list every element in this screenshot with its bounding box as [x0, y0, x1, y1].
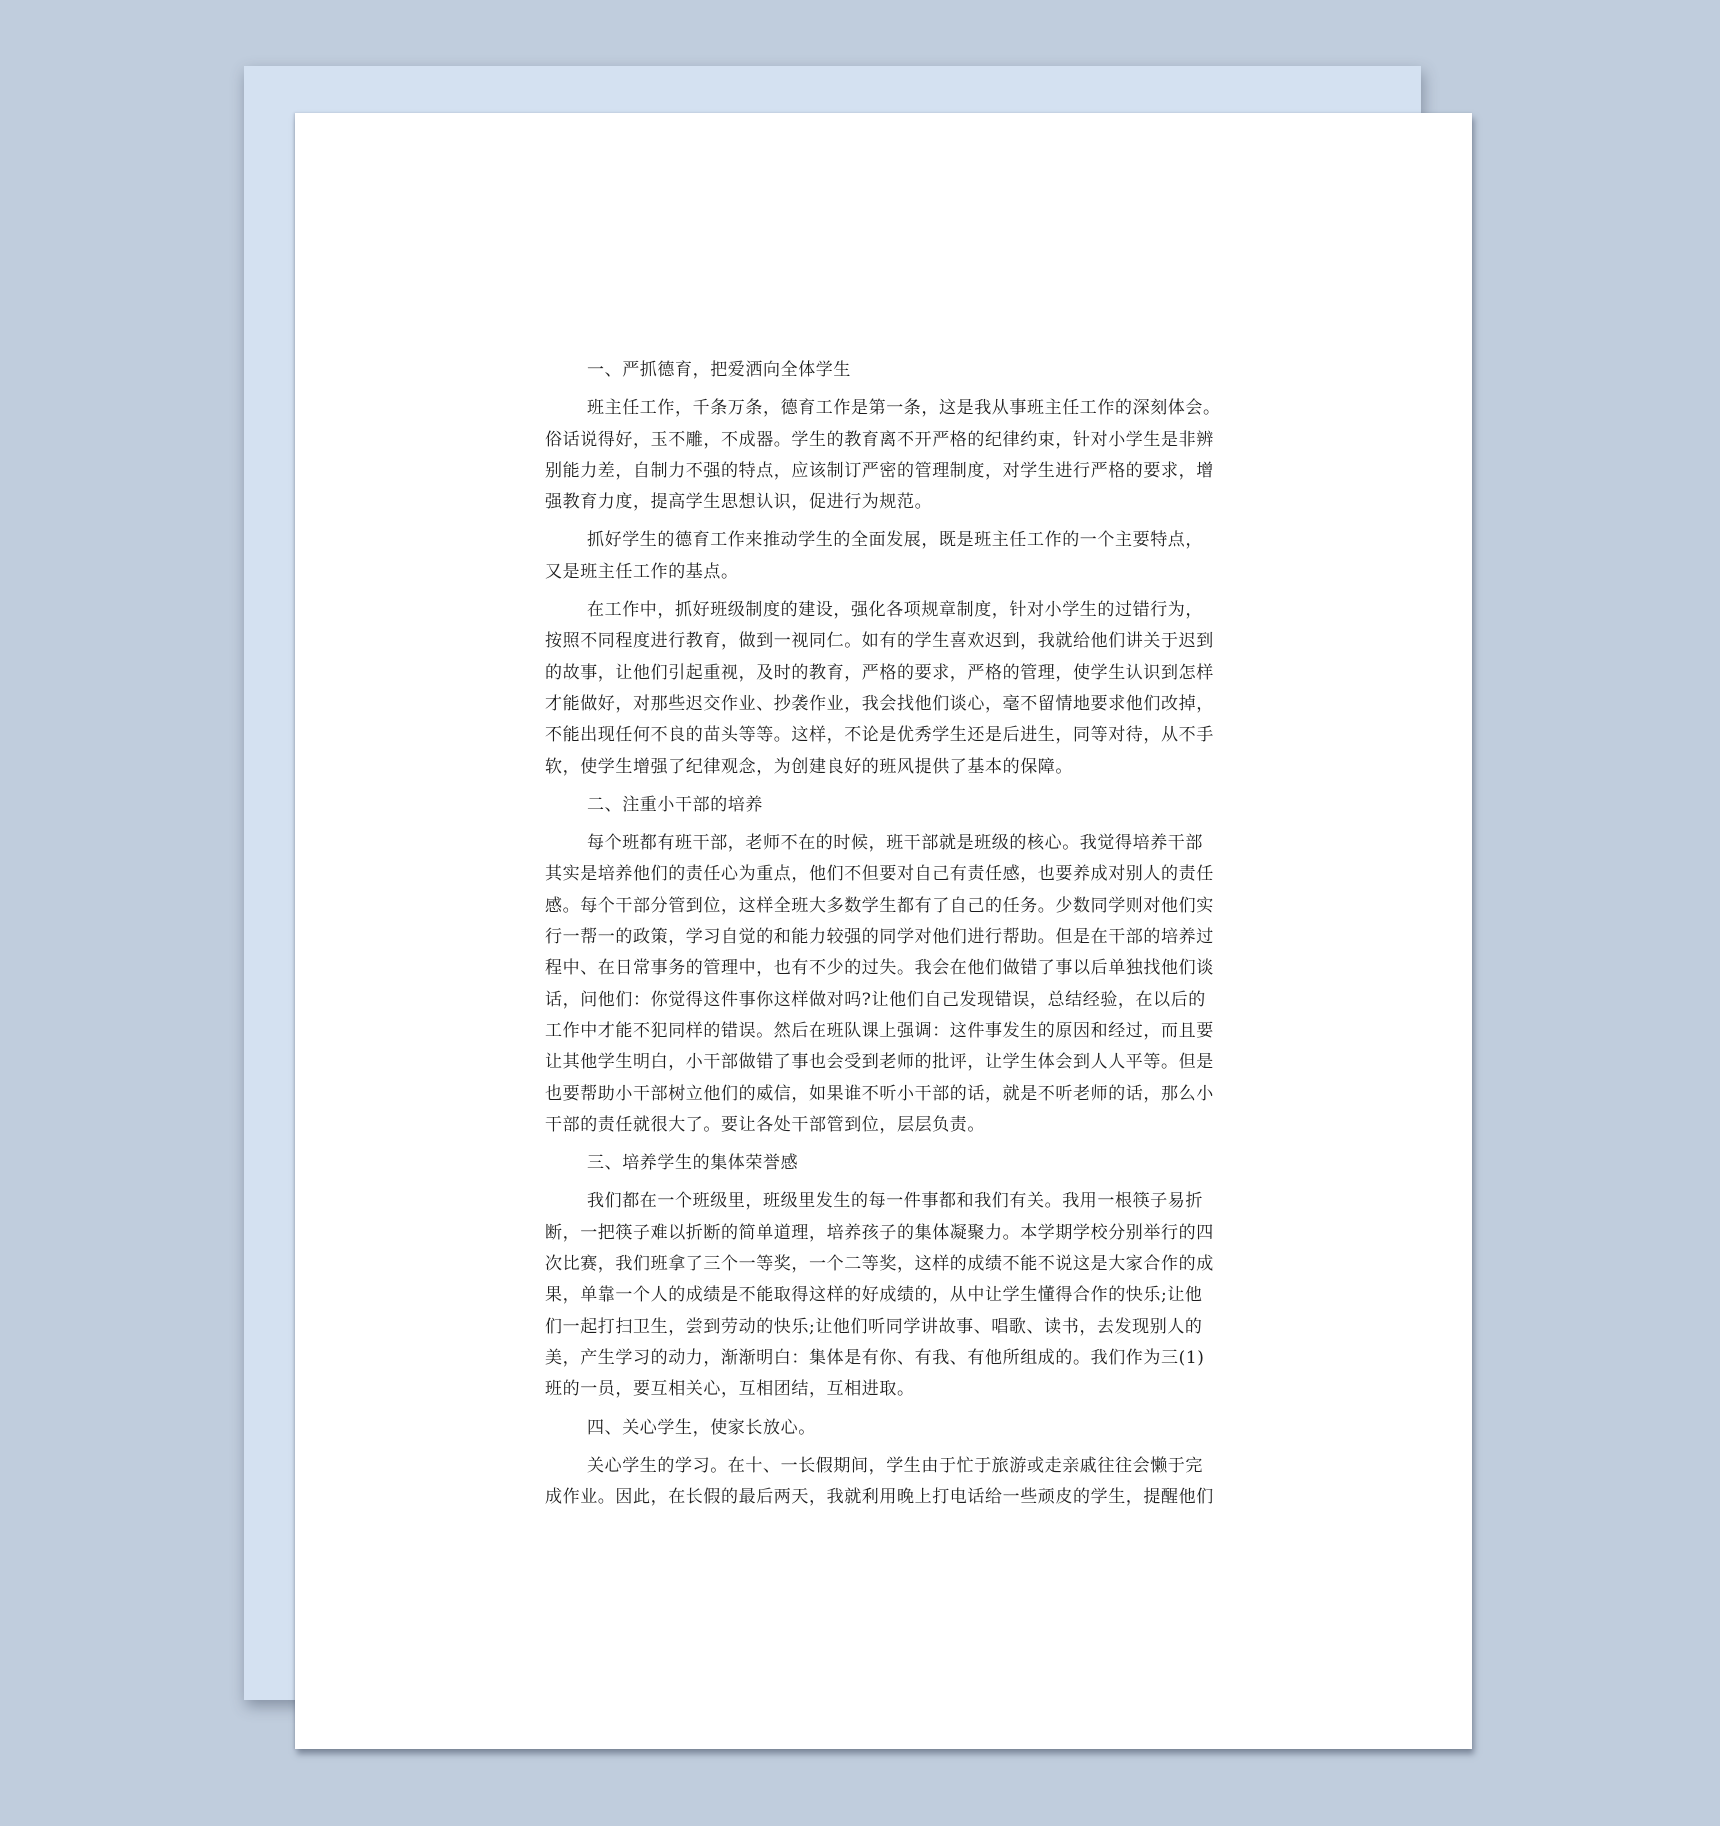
paragraph-line: 感。每个干部分管到位，这样全班大多数学生都有了自己的任务。少数同学则对他们实: [545, 895, 1214, 916]
section-heading-2: [545, 790, 1245, 821]
paragraph-line: 程中、在日常事务的管理中，也有不少的过失。我会在他们做错了事以后单独找他们谈: [545, 958, 1214, 979]
paragraph: [545, 525, 1245, 588]
heading-line: 二、注重小干部的培养: [587, 794, 763, 815]
paragraph-line: 不能出现任何不良的苗头等等。这样，不论是优秀学生还是后进生，同等对待，从不手: [545, 725, 1214, 746]
heading-line: 四、关心学生，使家长放心。: [587, 1417, 816, 1438]
document-body: [545, 355, 1245, 1520]
heading-line: 一、严抓德育，把爱洒向全体学生: [587, 360, 851, 380]
section-heading-1: [545, 355, 1245, 386]
paragraph-line: 行一帮一的政策，学习自觉的和能力较强的同学对他们进行帮助。但是在干部的培养过: [545, 927, 1214, 948]
paragraph-line: 俗话说得好，玉不雕，不成器。学生的教育离不开严格的纪律约束，针对小学生是非辨: [545, 429, 1214, 450]
paragraph-line: 班的一员，要互相关心，互相团结，互相进取。: [545, 1379, 915, 1400]
heading-line: 三、培养学生的集体荣誉感: [587, 1153, 799, 1174]
paragraph: [545, 828, 1245, 1141]
paragraph: [545, 1451, 1245, 1514]
paragraph: [545, 595, 1245, 783]
section-heading-4: [545, 1413, 1245, 1444]
paragraph-line: 次比赛，我们班拿了三个一等奖，一个二等奖，这样的成绩不能不说这是大家合作的成: [545, 1254, 1214, 1275]
paragraph-line: 我们都在一个班级里，班级里发生的每一件事都和我们有关。我用一根筷子易折: [587, 1191, 1203, 1212]
paragraph-line: 抓好学生的德育工作来推动学生的全面发展，既是班主任工作的一个主要特点，: [587, 530, 1203, 551]
paragraph: [545, 393, 1245, 518]
paragraph-line: 让其他学生明白，小干部做错了事也会受到老师的批评，让学生体会到人人平等。但是: [545, 1052, 1214, 1073]
paragraph-line: 断，一把筷子难以折断的简单道理，培养孩子的集体凝聚力。本学期学校分别举行的四: [545, 1222, 1214, 1243]
paragraph-line: 又是班主任工作的基点。: [545, 561, 739, 582]
paragraph-line: 强教育力度，提高学生思想认识，促进行为规范。: [545, 492, 933, 513]
paragraph-line: 的故事，让他们引起重视，及时的教育，严格的要求，严格的管理，使学生认识到怎样: [545, 662, 1214, 683]
paragraph-line: 才能做好，对那些迟交作业、抄袭作业，我会找他们谈心，毫不留情地要求他们改掉，: [545, 693, 1214, 714]
paragraph-line: 成作业。因此，在长假的最后两天，我就利用晚上打电话给一些顽皮的学生，提醒他们: [545, 1487, 1214, 1508]
paragraph-line: 话，问他们：你觉得这件事你这样做对吗?让他们自己发现错误，总结经验，在以后的: [545, 989, 1206, 1010]
paragraph-line: 关心学生的学习。在十、一长假期间，学生由于忙于旅游或走亲戚往往会懒于完: [587, 1455, 1203, 1476]
paragraph-line: 工作中才能不犯同样的错误。然后在班队课上强调：这件事发生的原因和经过，而且要: [545, 1020, 1214, 1041]
paragraph-line: 果，单靠一个人的成绩是不能取得这样的好成绩的，从中让学生懂得合作的快乐;让他: [545, 1285, 1203, 1306]
paragraph-line: 在工作中，抓好班级制度的建设，强化各项规章制度，针对小学生的过错行为，: [587, 600, 1203, 621]
paragraph-line: 也要帮助小干部树立他们的威信，如果谁不听小干部的话，就是不听老师的话，那么小: [545, 1083, 1214, 1104]
paragraph-line: 其实是培养他们的责任心为重点，他们不但要对自己有责任感，也要养成对别人的责任: [545, 864, 1214, 885]
paragraph-line: 每个班都有班干部，老师不在的时候，班干部就是班级的核心。我觉得培养干部: [587, 833, 1203, 854]
paragraph-line: 美，产生学习的动力，渐渐明白：集体是有你、有我、有他所组成的。我们作为三(1): [545, 1347, 1205, 1368]
paragraph: [545, 1186, 1245, 1405]
paragraph-line: 班主任工作，千条万条，德育工作是第一条，这是我从事班主任工作的深刻体会。: [587, 398, 1221, 419]
document-page: [295, 113, 1472, 1749]
paragraph-line: 软，使学生增强了纪律观念，为创建良好的班风提供了基本的保障。: [545, 756, 1073, 777]
paragraph-line: 们一起打扫卫生，尝到劳动的快乐;让他们听同学讲故事、唱歌、读书，去发现别人的: [545, 1316, 1203, 1337]
paragraph-line: 干部的责任就很大了。要让各处干部管到位，层层负责。: [545, 1114, 985, 1135]
paragraph-line: 按照不同程度进行教育，做到一视同仁。如有的学生喜欢迟到，我就给他们讲关于迟到: [545, 631, 1214, 652]
section-heading-3: [545, 1148, 1245, 1179]
paragraph-line: 别能力差，自制力不强的特点，应该制订严密的管理制度，对学生进行严格的要求，增: [545, 460, 1214, 481]
